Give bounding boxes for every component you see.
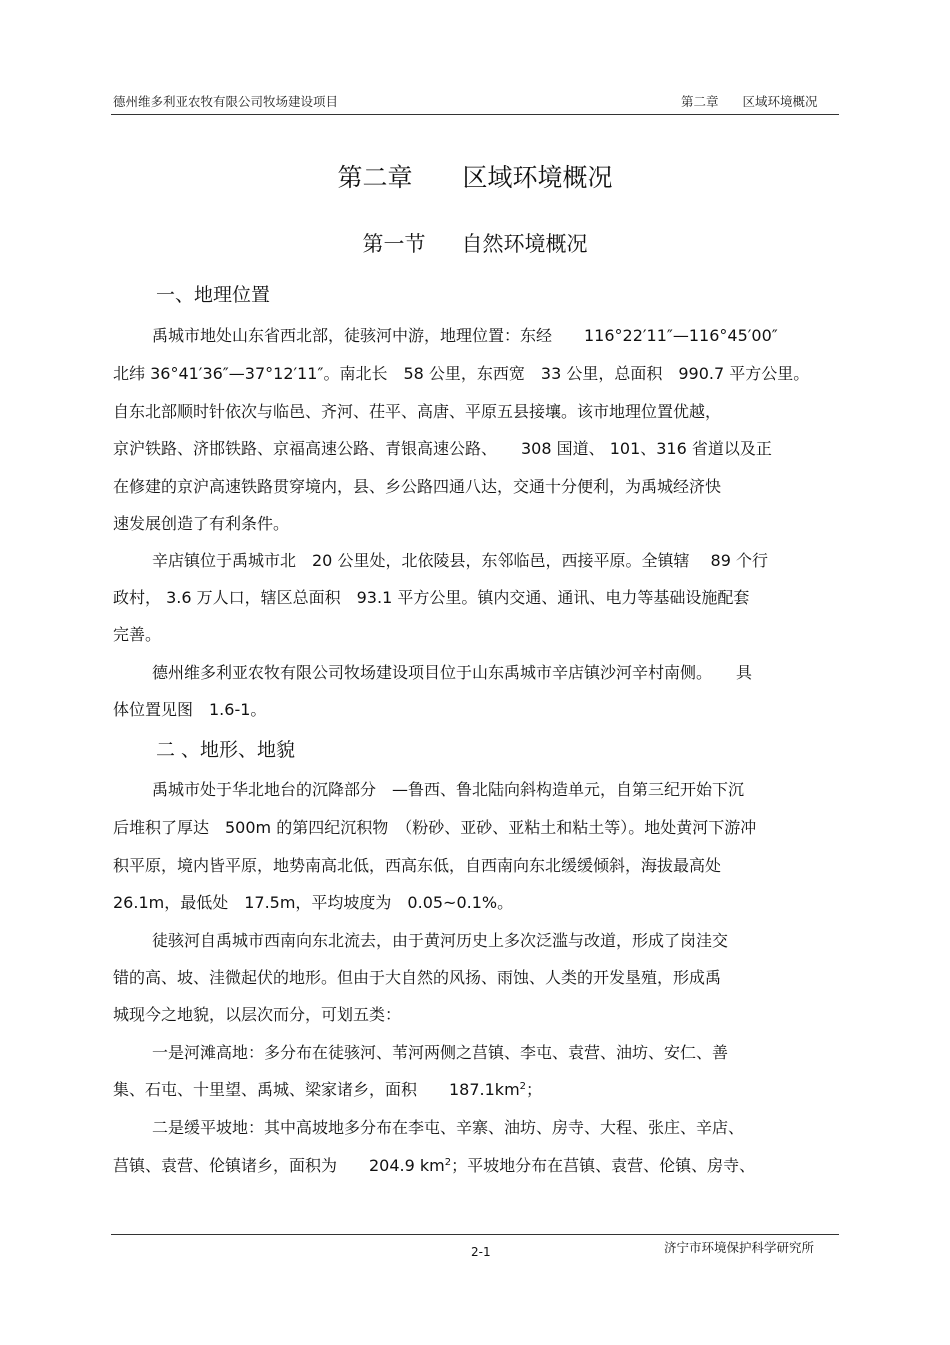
page-number: 2-1: [471, 1245, 491, 1259]
body-line-tail: ；: [526, 1080, 543, 1099]
body-line: [113, 1153, 755, 1176]
superscript: 2: [519, 1081, 527, 1092]
running-header-chapter-label: 第二章: [681, 94, 719, 109]
heading-geography: 一、地理位置: [156, 284, 271, 306]
footer-organization: 济宁市环境保护科学研究所: [664, 1240, 815, 1255]
body-line: 错的高、坡、洼微起伏的地形。但由于大自然的风扬、雨蚀、人类的开发垦殖，形成禹: [113, 968, 722, 987]
section-name: 自然环境概况: [461, 232, 588, 256]
section-number: 第一节: [362, 232, 426, 256]
body-line: [113, 1077, 542, 1100]
body-line: 京沪铁路、济邯铁路、京福高速公路、青银高速公路、 308 国道、 101、316 省道以及正: [113, 439, 772, 458]
header-rule: [111, 114, 839, 115]
body-line: 二是缓平坡地：其中高坡地多分布在李屯、辛寨、油坊、房寺、大程、张庄、辛店、: [152, 1118, 745, 1137]
running-header-project: 德州维多利亚农牧有限公司牧场建设项目: [113, 94, 339, 109]
running-header-chapter: [681, 92, 818, 110]
body-line: 辛店镇位于禹城市北 20 公里处，北依陵县，东邻临邑，西接平原。全镇辖 89 个行: [152, 551, 768, 570]
body-line: 政村， 3.6 万人口，辖区总面积 93.1 平方公里。镇内交通、通讯、电力等基础设施配套: [113, 588, 750, 607]
chapter-title: [0, 158, 950, 194]
body-line: 一是河滩高地：多分布在徒骇河、苇河两侧之莒镇、李屯、袁营、油坊、安仁、善: [152, 1043, 729, 1062]
body-line: 北纬 36°41′36″—37°12′11″。南北长 58 公里，东西宽 33 公里，总面积 990.7 平方公里。: [113, 364, 810, 383]
body-line-tail: ；平坡地分布在莒镇、袁营、伦镇、房寺、: [451, 1156, 756, 1175]
body-line-text: 莒镇、袁营、伦镇诸乡，面积为 204.9 km: [113, 1156, 445, 1175]
body-line: 速发展创造了有利条件。: [113, 514, 290, 533]
body-line: 26.1m，最低处 17.5m，平均坡度为 0.05~0.1%。: [113, 893, 514, 912]
body-line: 德州维多利亚农牧有限公司牧场建设项目位于山东禹城市辛店镇沙河辛村南侧。 具: [152, 663, 753, 682]
chapter-name: 区域环境概况: [462, 163, 613, 192]
body-line: 城现今之地貌，以层次而分，可划五类：: [113, 1005, 402, 1024]
body-line: 禹城市地处山东省西北部，徒骇河中游，地理位置：东经 116°22′11″—116°45′00″: [152, 326, 778, 345]
body-line: 在修建的京沪高速铁路贯穿境内，县、乡公路四通八达，交通十分便利，为禹城经济快: [113, 477, 722, 496]
running-header-chapter-name: 区域环境概况: [742, 94, 818, 109]
heading-terrain: 二 、地形、地貌: [156, 739, 296, 761]
body-line-text: 集、石屯、十里望、禹城、梁家诸乡，面积 187.1km: [113, 1080, 520, 1099]
body-line: 禹城市处于华北地台的沉降部分 —鲁西、鲁北陆向斜构造单元，自第三纪开始下沉: [152, 780, 745, 799]
chapter-number: 第二章: [337, 163, 413, 192]
superscript: 2: [444, 1157, 452, 1168]
body-line: 自东北部顺时针依次与临邑、齐河、茌平、高唐、平原五县接壤。该市地理位置优越，: [113, 402, 722, 421]
footer-rule: [111, 1234, 839, 1235]
body-line: 体位置见图 1.6-1。: [113, 700, 267, 719]
body-line: 完善。: [113, 625, 162, 644]
body-line: 徒骇河自禹城市西南向东北流去，由于黄河历史上多次泛滥与改道，形成了岗洼交: [152, 931, 729, 950]
section-title: [0, 228, 950, 258]
body-line: 后堆积了厚达 500m 的第四纪沉积物 （粉砂、亚砂、亚粘土和粘土等）。地处黄河下游冲: [113, 818, 757, 837]
body-line: 积平原，境内皆平原，地势南高北低，西高东低，自西南向东北缓缓倾斜，海拔最高处: [113, 856, 722, 875]
